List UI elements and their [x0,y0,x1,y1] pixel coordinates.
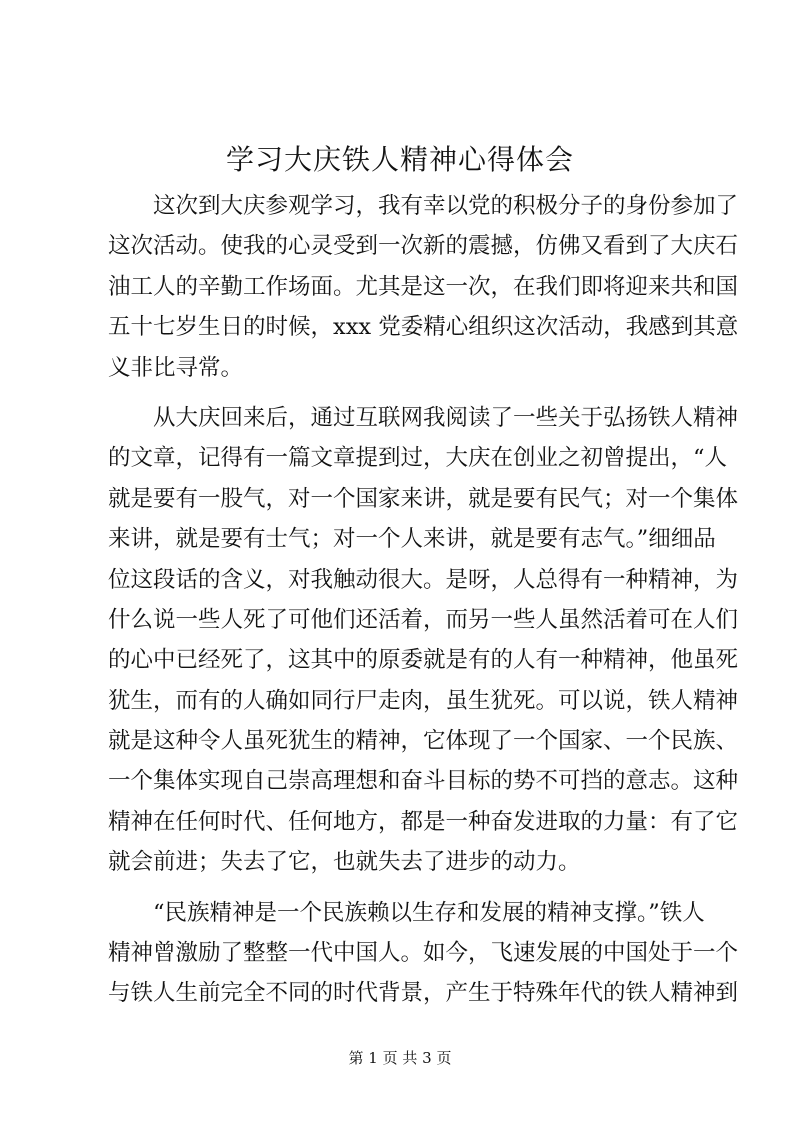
page-footer: 第 1 页 共 3 页 [348,1049,452,1067]
paragraph-1 [108,186,739,388]
text-line: 犹生，而有的人确如同行尸走肉，虽生犹死。可以说，铁人精神 [108,687,739,714]
text-line: 的心中已经死了，这其中的原委就是有的人有一种精神，他虽死 [108,647,739,674]
document-title: 学习大庆铁人精神心得体会 [225,143,574,176]
text-line: 这次活动。使我的心灵受到一次新的震撼，仿佛又看到了大庆石 [108,233,739,260]
text-line: 油工人的辛勤工作场面。尤其是这一次，在我们即将迎来共和国 [108,273,739,300]
text-line: 一个集体实现自己崇高理想和奋斗目标的势不可挡的意志。这种 [108,768,739,795]
text-line: 的文章，记得有一篇文章提到过，大庆在创业之初曾提出，“人 [108,445,728,472]
text-line: 来讲，就是要有士气；对一个人来讲，就是要有志气。”细细品 [108,526,716,553]
paragraph-3 [108,893,739,1014]
text-line: 从大庆回来后，通过互联网我阅读了一些关于弘扬铁人精神 [153,404,739,431]
text-line: 与铁人生前完全不同的时代背景，产生于特殊年代的铁人精神到 [108,980,739,1007]
text-line: 就会前进；失去了它，也就失去了进步的动力。 [108,849,581,876]
text-line: 什么说一些人死了可他们还活着，而另一些人虽然活着可在人们 [108,606,739,633]
text-line: 位这段话的含义，对我触动很大。是呀，人总得有一种精神，为 [108,566,739,593]
paragraph-gap [108,388,714,398]
text-line: 义非比寻常。 [108,354,244,381]
text-line: 精神曾激励了整整一代中国人。如今，飞速发展的中国处于一个 [108,940,739,967]
text-line: 五十七岁生日的时候，xxx 党委精心组织这次活动，我感到其意 [108,314,739,341]
text-line: 就是这种令人虽死犹生的精神，它体现了一个国家、一个民族、 [108,728,739,755]
paragraph-2 [108,398,739,883]
paragraph-gap [108,883,714,893]
text-line: 精神在任何时代、任何地方，都是一种奋发进取的力量：有了它 [108,808,739,835]
text-line: “民族精神是一个民族赖以生存和发展的精神支撑。”铁人 [153,899,705,926]
text-line: 就是要有一股气，对一个国家来讲，就是要有民气；对一个集体 [108,485,739,512]
text-line: 这次到大庆参观学习，我有幸以党的积极分子的身份参加了 [153,193,739,219]
document-body [108,186,739,1014]
